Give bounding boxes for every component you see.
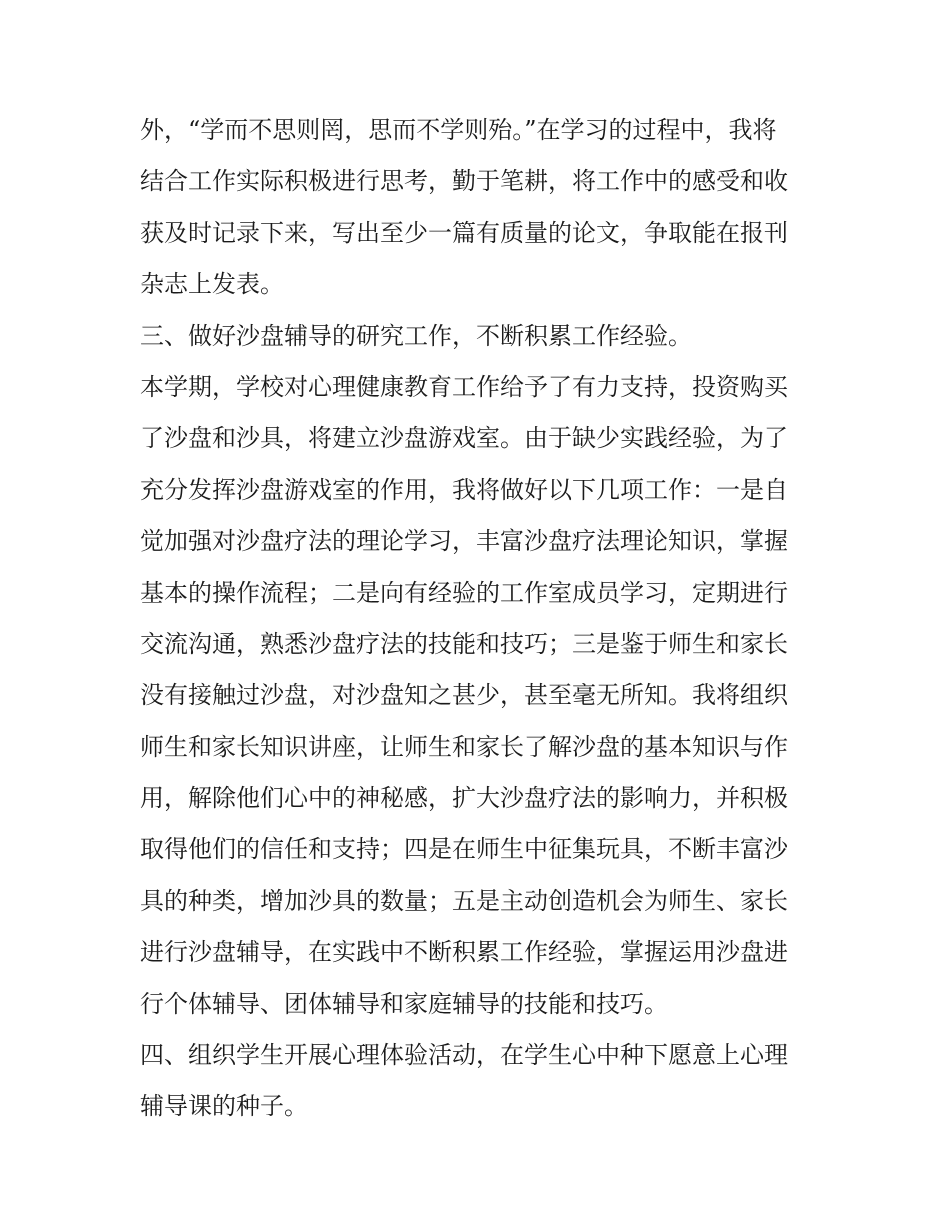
paragraph-line: 外，“学而不思则罔，思而不学则殆。”在学习的过程中，我将 — [140, 116, 777, 144]
paragraph-line: 充分发挥沙盘游戏室的作用，我将做好以下几项工作：一是自 — [140, 475, 788, 504]
paragraph-line: 基本的操作流程；二是向有经验的工作室成员学习，定期进行 — [140, 578, 788, 607]
paragraph-line: 行个体辅导、团体辅导和家庭辅导的技能和技巧。 — [140, 989, 668, 1018]
paragraph-line: 具的种类，增加沙具的数量；五是主动创造机会为师生、家长 — [140, 886, 788, 915]
paragraph-line: 交流沟通，熟悉沙盘疗法的技能和技巧；三是鉴于师生和家长 — [140, 629, 788, 658]
document-body — [140, 105, 812, 1133]
paragraph-line: 结合工作实际积极进行思考，勤于笔耕，将工作中的感受和收 — [140, 167, 788, 196]
section-heading: 四、组织学生开展心理体验活动，在学生心中种下愿意上心理 — [140, 1041, 788, 1070]
section-heading: 三、做好沙盘辅导的研究工作，不断积累工作经验。 — [140, 321, 692, 350]
paragraph-line: 进行沙盘辅导，在实践中不断积累工作经验，掌握运用沙盘进 — [140, 938, 788, 967]
section-heading-continuation: 辅导课的种子。 — [140, 1092, 308, 1121]
paragraph-line: 师生和家长知识讲座，让师生和家长了解沙盘的基本知识与作 — [140, 732, 788, 761]
paragraph-line: 取得他们的信任和支持；四是在师生中征集玩具，不断丰富沙 — [140, 835, 788, 864]
paragraph-line: 获及时记录下来，写出至少一篇有质量的论文，争取能在报刊 — [140, 218, 788, 247]
paragraph-line: 了沙盘和沙具，将建立沙盘游戏室。由于缺少实践经验，为了 — [140, 424, 788, 453]
paragraph-line: 没有接触过沙盘，对沙盘知之甚少，甚至毫无所知。我将组织 — [140, 681, 788, 710]
paragraph-line: 本学期，学校对心理健康教育工作给予了有力支持，投资购买 — [140, 372, 788, 401]
paragraph-line: 觉加强对沙盘疗法的理论学习，丰富沙盘疗法理论知识，掌握 — [140, 527, 788, 556]
paragraph-line: 杂志上发表。 — [140, 270, 284, 299]
paragraph-line: 用，解除他们心中的神秘感，扩大沙盘疗法的影响力，并积极 — [140, 784, 788, 813]
